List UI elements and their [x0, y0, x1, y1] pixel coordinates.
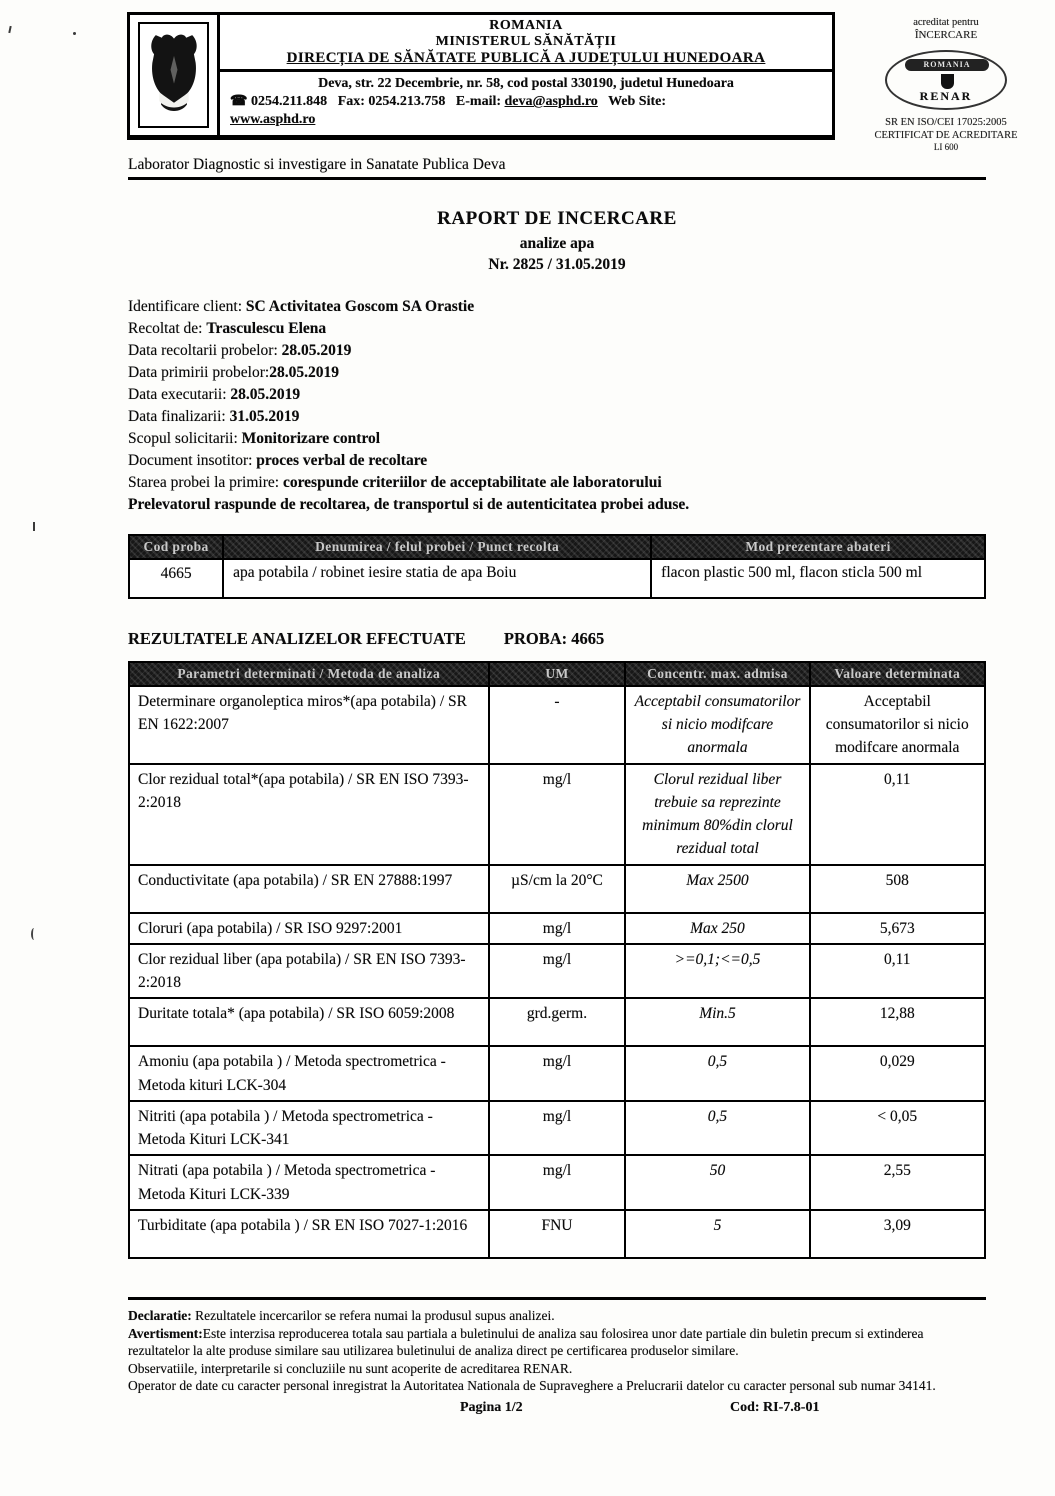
fax-number: 0254.213.758 — [368, 94, 446, 110]
accreditation-stamp — [843, 16, 1049, 153]
scan-artifact — [33, 522, 35, 531]
sample-table-header-row — [129, 535, 985, 559]
results-row — [129, 1155, 985, 1210]
info-label: Data finalizarii: — [128, 407, 230, 425]
country-title: ROMANIA — [489, 18, 563, 33]
info-label: Identificare client: — [128, 297, 246, 315]
operator-paragraph: Operator de date cu caracter personal inregistrat la Autoritatea Nationala de Supraveghere a Prelucrarii datelor cu caracter personal sub numar 34141. — [128, 1378, 936, 1394]
result-parameter: Cloruri (apa potabila) / SR ISO 9297:2001 — [129, 913, 489, 944]
result-unit: mg/l — [489, 944, 626, 999]
result-unit: grd.germ. — [489, 998, 626, 1046]
result-value: 0,11 — [810, 764, 986, 865]
result-parameter: Amoniu (apa potabila ) / Metoda spectrometrica - Metoda kituri LCK-304 — [129, 1046, 489, 1101]
info-row-finalization-date — [128, 406, 986, 428]
info-label: Data recoltarii probelor: — [128, 341, 282, 359]
results-row — [129, 1046, 985, 1101]
info-label: Document insotitor: — [128, 451, 257, 469]
letterhead-text — [220, 15, 832, 135]
declaration-paragraph — [128, 1307, 986, 1325]
website-label: Web Site: — [608, 94, 667, 110]
sample-table-row — [129, 559, 985, 598]
result-unit: - — [489, 686, 626, 764]
info-value: corespunde criteriilor de acceptabilitate ale laboratorului — [282, 473, 662, 491]
info-value: SC Activitatea Goscom SA Orastie — [245, 297, 475, 315]
result-parameter: Clor rezidual liber (apa potabila) / SR EN ISO 7393-2:2018 — [129, 944, 489, 999]
result-parameter: Turbiditate (apa potabila ) / SR EN ISO 7027-1:2016 — [129, 1210, 489, 1258]
contact-line — [230, 93, 822, 111]
result-limit: 0,5 — [625, 1046, 809, 1101]
sample-col-code: Cod proba — [129, 535, 223, 559]
warning-text: Este interzisa reproducerea totala sau partiala a buletinului de analiza sau folosirea unor date partiale din buletin precum si extinderea rezultatelor la alte produse similare sau utilizarea buletinului de analiza direct pe certificarea produselor similare. — [128, 1325, 924, 1359]
report-subtitle: analize apa — [519, 234, 595, 252]
letterhead-titles — [220, 15, 832, 72]
document-code: Cod: RI-7.8-01 — [730, 1399, 820, 1415]
result-unit: FNU — [489, 1210, 626, 1258]
info-label: Data executarii: — [128, 385, 231, 403]
result-unit: µS/cm la 20°C — [489, 865, 626, 913]
fax-label: Fax: — [337, 94, 365, 110]
result-limit: Clorul rezidual liber trebuie sa reprezinte minimum 80%din clorul rezidual total — [625, 764, 809, 865]
report-number: Nr. 2825 / 31.05.2019 — [488, 256, 626, 274]
info-closing-statement: Prelevatorul raspunde de recoltarea, de transportul si de autenticitatea probei aduse. — [128, 495, 690, 513]
sample-col-description: Denumirea / felul probei / Punct recolta — [223, 535, 651, 559]
result-value: 0,029 — [810, 1046, 986, 1101]
coat-of-arms-icon — [138, 22, 209, 128]
address-line: Deva, str. 22 Decembrie, nr. 58, cod postal 330190, judetul Hunedoara — [318, 76, 734, 91]
sample-code: 4665 — [129, 559, 223, 598]
result-parameter: Clor rezidual total*(apa potabila) / SR EN ISO 7393-2:2018 — [129, 764, 489, 865]
emblem-cell — [130, 15, 220, 135]
document-body — [128, 156, 986, 1423]
result-parameter: Conductivitate (apa potabila) / SR EN 27888:1997 — [129, 865, 489, 913]
letterhead-contact-block — [220, 72, 832, 132]
scan-artifact — [73, 32, 76, 35]
result-value: 508 — [810, 865, 986, 913]
result-value: Acceptabil consumatorilor si nicio modifcare anormala — [810, 686, 986, 764]
info-row-collector — [128, 318, 986, 340]
result-unit: mg/l — [489, 1046, 626, 1101]
warning-label: Avertisment: — [128, 1325, 203, 1341]
website-url: www.asphd.ro — [230, 112, 316, 128]
result-parameter: Determinare organoleptica miros*(apa potabila) / SR EN 1622:2007 — [129, 686, 489, 764]
info-value: Monitorizare control — [241, 429, 381, 447]
laboratory-name: Laborator Diagnostic si investigare in Sanatate Publica Deva — [128, 156, 986, 180]
info-value: proces verbal de recoltare — [256, 451, 428, 469]
result-unit: mg/l — [489, 764, 626, 865]
sample-presentation: flacon plastic 500 ml, flacon sticla 500 ml — [651, 559, 985, 598]
results-table — [128, 661, 986, 1259]
renar-seal-icon — [885, 50, 1007, 110]
results-col-value: Valoare determinata — [810, 662, 986, 686]
results-col-parameter: Parametri determinati / Metoda de analiza — [129, 662, 489, 686]
result-limit: Acceptabil consumatorilor si nicio modifcare anormala — [625, 686, 809, 764]
results-header-row — [129, 662, 985, 686]
result-limit: 5 — [625, 1210, 809, 1258]
eagle-emblem-icon — [148, 29, 200, 121]
results-heading-text: REZULTATELE ANALIZELOR EFECTUATE — [128, 628, 466, 648]
info-label: Starea probei la primire: — [128, 473, 283, 491]
sample-description: apa potabila / robinet iesire statia de apa Boiu — [223, 559, 651, 598]
result-unit: mg/l — [489, 1101, 626, 1156]
result-value: 3,09 — [810, 1210, 986, 1258]
results-row — [129, 1210, 985, 1258]
result-limit: Max 2500 — [625, 865, 809, 913]
page-footer-line — [128, 1399, 986, 1423]
result-parameter: Nitriti (apa potabila ) / Metoda spectrometrica - Metoda Kituri LCK-341 — [129, 1101, 489, 1156]
results-row — [129, 944, 985, 999]
letterhead-box — [127, 12, 835, 140]
result-parameter: Nitrati (apa potabila ) / Metoda spectrometrica - Metoda Kituri LCK-339 — [129, 1155, 489, 1210]
info-row-client — [128, 296, 986, 318]
email-label: E-mail: — [455, 94, 502, 110]
accreditation-standard: SR EN ISO/CEI 17025:2005 — [885, 116, 1007, 128]
accreditation-line2: ÎNCERCARE — [914, 29, 978, 42]
result-unit: mg/l — [489, 1155, 626, 1210]
page-number: Pagina 1/2 — [460, 1399, 523, 1415]
declaration-text: Rezultatele incercarilor se refera numai la produsul supus analizei. — [191, 1307, 555, 1323]
result-value: 2,55 — [810, 1155, 986, 1210]
accreditation-line1: acreditat pentru — [913, 17, 979, 28]
scan-artifact — [8, 26, 11, 33]
results-row — [129, 686, 985, 764]
email-address: deva@asphd.ro — [504, 94, 598, 110]
result-parameter: Duritate totala* (apa potabila) / SR ISO 6059:2008 — [129, 998, 489, 1046]
results-heading-proba: PROBA: 4665 — [503, 628, 605, 648]
info-row-purpose — [128, 428, 986, 450]
info-label: Data primirii probelor: — [128, 363, 270, 381]
report-title-block — [128, 206, 986, 276]
result-value: 5,673 — [810, 913, 986, 944]
phone-number: 0254.211.848 — [250, 94, 328, 110]
info-label: Recoltat de: — [128, 319, 207, 337]
info-value: 28.05.2019 — [269, 363, 339, 381]
ministry-title: MINISTERUL SĂNĂTĂȚII — [435, 34, 617, 49]
report-title: RAPORT DE INCERCARE — [437, 208, 677, 229]
info-value: 28.05.2019 — [230, 385, 301, 403]
sample-table — [128, 534, 986, 599]
renar-country-band: ROMANIA — [905, 59, 989, 71]
results-heading — [128, 629, 986, 649]
observations-paragraph: Observatiile, interpretarile si concluziile nu sunt acoperite de acreditarea RENAR. — [128, 1360, 573, 1376]
info-value: 28.05.2019 — [281, 341, 352, 359]
accreditation-number: LI 600 — [933, 142, 959, 153]
results-col-unit: UM — [489, 662, 626, 686]
info-row-execution-date — [128, 384, 986, 406]
results-row — [129, 865, 985, 913]
sample-col-presentation: Mod prezentare abateri — [651, 535, 985, 559]
results-row — [129, 1101, 985, 1156]
accreditation-certificate: CERTIFICAT DE ACREDITARE — [874, 130, 1018, 141]
warning-paragraph — [128, 1325, 986, 1360]
declaration-label: Declaratie: — [128, 1307, 192, 1323]
scan-artifact — [31, 928, 37, 940]
info-row-sample-state — [128, 472, 986, 494]
result-limit: >=0,1;<=0,5 — [625, 944, 809, 999]
info-row-receipt-date — [128, 362, 986, 384]
client-info-block — [128, 296, 986, 516]
result-limit: Min.5 — [625, 998, 809, 1046]
info-row-collection-date — [128, 340, 986, 362]
result-value: < 0,05 — [810, 1101, 986, 1156]
renar-shield-icon — [941, 74, 954, 89]
result-limit: Max 250 — [625, 913, 809, 944]
info-label: Scopul solicitarii: — [128, 429, 242, 447]
phone-icon: ☎ — [230, 94, 248, 110]
info-value: 31.05.2019 — [229, 407, 300, 425]
results-row — [129, 913, 985, 944]
results-col-limit: Concentr. max. admisa — [625, 662, 809, 686]
result-limit: 50 — [625, 1155, 809, 1210]
footer-block — [128, 1297, 986, 1423]
renar-name: RENAR — [919, 88, 973, 103]
result-value: 0,11 — [810, 944, 986, 999]
info-value: Trasculescu Elena — [206, 319, 327, 337]
info-row-document — [128, 450, 986, 472]
result-unit: mg/l — [489, 913, 626, 944]
results-row — [129, 764, 985, 865]
directorate-title: DIRECȚIA DE SĂNĂTATE PUBLICĂ A JUDEȚULUI HUNEDOARA — [286, 50, 766, 66]
result-value: 12,88 — [810, 998, 986, 1046]
result-limit: 0,5 — [625, 1101, 809, 1156]
results-row — [129, 998, 985, 1046]
